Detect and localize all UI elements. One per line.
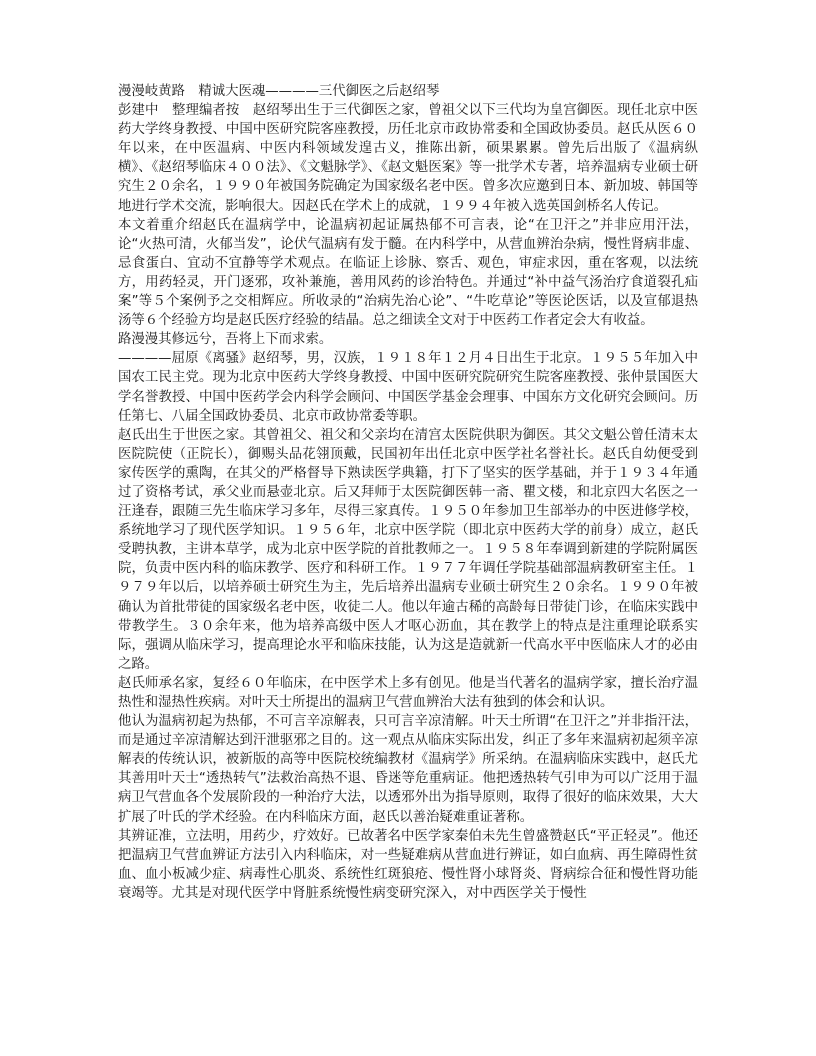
biography-paragraph: ————屈原《离骚》赵绍琴，男，汉族，１９１８年１２月４日出生于北京。１９５５年加入中国农工民主党。现为北京中医药大学终身教授、中国中医研究院研究生院客座教授、张仲景国医大学名誉教授、中国中医药学会内科学会顾问、中国医学基金会理事、中国东方文化研究会顾问。历任第七、八届全国政协委员、北京市政协常委等职。 xyxy=(118,351,698,424)
academic-paragraph: 赵氏师承名家，复经６０年临床，在中医学术上多有创见。他是当代著名的温病学家，擅长治疗温热性和湿热性疾病。对叶天士所提出的温病卫气营血辨治大法有独到的体会和认识。 xyxy=(118,675,698,710)
family-history-paragraph: 赵氏出生于世医之家。其曾祖父、祖父和父亲均在清宫太医院供职为御医。其父文魁公曾任清末太医院院使（正院长），御赐头品花翎顶戴，民国初年出任北京中医学社名誉社长。赵氏自幼便受到家传医学的熏陶，在其父的严格督导下熟读医学典籍，打下了坚实的医学基础，并于１９３４年通过了资格考试，承父业而悬壶北京。后又拜师于太医院御医韩一斋、瞿文楼，和北京四大名医之一汪逢春，跟随三先生临床学习多年，尽得三家真传。１９５０年参加卫生部举办的中医进修学校，系统地学习了现代医学知识。１９５６年，北京中医学院（即北京中医药大学的前身）成立，赵氏受聘执教，主讲本草学，成为北京中医学院的首批教师之一。１９５８年奉调到新建的学院附属医院，负责中医内科的临床教学、医疗和科研工作。１９７７年调任学院基础部温病教研室主任。１９７９年以后，以培养硕士研究生为主，先后培养出温病专业硕士研究生２０余名。１９９０年被确认为首批带徒的国家级名老中医，收徒二人。他以年逾古稀的高龄每日带徒门诊，在临床实践中带教学生。３０余年来，他为培养高级中医人才呕心沥血，其在教学上的特点是注重理论联系实际，强调从临床学习，提高理论水平和临床技能，认为这是造就新一代高水平中医临床人才的必由之路。 xyxy=(118,427,698,672)
editor-note-paragraph: 彭建中 整理编者按 赵绍琴出生于三代御医之家，曾祖父以下三代均为皇宫御医。现任北京中医药大学终身教授、中国中医研究院客座教授，历任北京市政协常委和全国政协委员。赵氏从医６０年以来，在中医温病、中医内科领域发遑古义，推陈出新，硕果累累。曾先后出版了《温病纵横》、《赵绍琴临床４００法》、《文魁脉学》、《赵文魁医案》等一批学术专著，培养温病专业硕士研究生２０余名，１９９０年被国务院确定为国家级名老中医。曾多次应邀到日本、新加坡、韩国等地进行学术交流，影响很大。因赵氏在学术上的成就，１９９４年被入选英国剑桥名人传记。 xyxy=(118,103,698,214)
summary-paragraph: 本文着重介绍赵氏在温病学中，论温病初起证属热郁不可言表，论“在卫汗之”并非应用汗法，论“火热可清，火郁当发”，论伏气温病有发于髓。在内科学中，从营血辨治杂病，慢性肾病非虚、忌食蛋白、宜动不宜静等学术观点。在临证上诊脉、察舌、观色，审症求因，重在客观，以法统方，用药轻灵，开门逐邪，攻补兼施，善用风药的诊治特色。并通过“补中益气汤治疗食道裂孔疝案”等５个案例予之交相辉应。所收录的“治病先治心论”、“牛吃草论”等医论医话，以及宣郁退热汤等６个经验方均是赵氏医疗经验的结晶。总之细读全文对于中医药工作者定会大有收益。 xyxy=(118,217,698,329)
quote-line: 路漫漫其修远兮，吾将上下而求索。 xyxy=(118,332,333,348)
article-title: 漫漫岐黄路 精诚大医魂————三代御医之后赵绍琴 xyxy=(118,84,440,99)
theory-paragraph: 他认为温病初起为热郁，不可言辛凉解表，只可言辛凉清解。叶天士所谓“在卫汗之”并非指汗法，而是通过辛凉清解达到汗泄驱邪之目的。这一观点从临床实际出发，纠正了多年来温病初起须辛凉解表的传统认识，被新版的高等中医院校统编教材《温病学》所采纳。在温病临床实践中，赵氏尤其善用叶天士“透热转气”法救治高热不退、昏迷等危重病证。他把透热转气引申为可以广泛用于温病卫气营血各个发展阶段的一种治疗大法，以透邪外出为指导原则，取得了很好的临床效果，大大扩展了叶氏的学术经验。在内科临床方面，赵氏以善治疑难重证著称。 xyxy=(118,714,698,825)
clinical-paragraph: 其辨证准，立法明，用药少，疗效好。已故著名中医学家秦伯未先生曾盛赞赵氏“平正轻灵”。他还把温病卫气营血辨证方法引入内科临床，对一些疑难病从营血进行辨证，如白血病、再生障碍性贫血、血小板减少症、病毒性心肌炎、系统性红斑狼疮、慢性肾小球肾炎、肾病综合征和慢性肾功能衰竭等。尤其是对现代医学中肾脏系统慢性病变研究深入，对中西医学关于慢性 xyxy=(118,828,698,901)
